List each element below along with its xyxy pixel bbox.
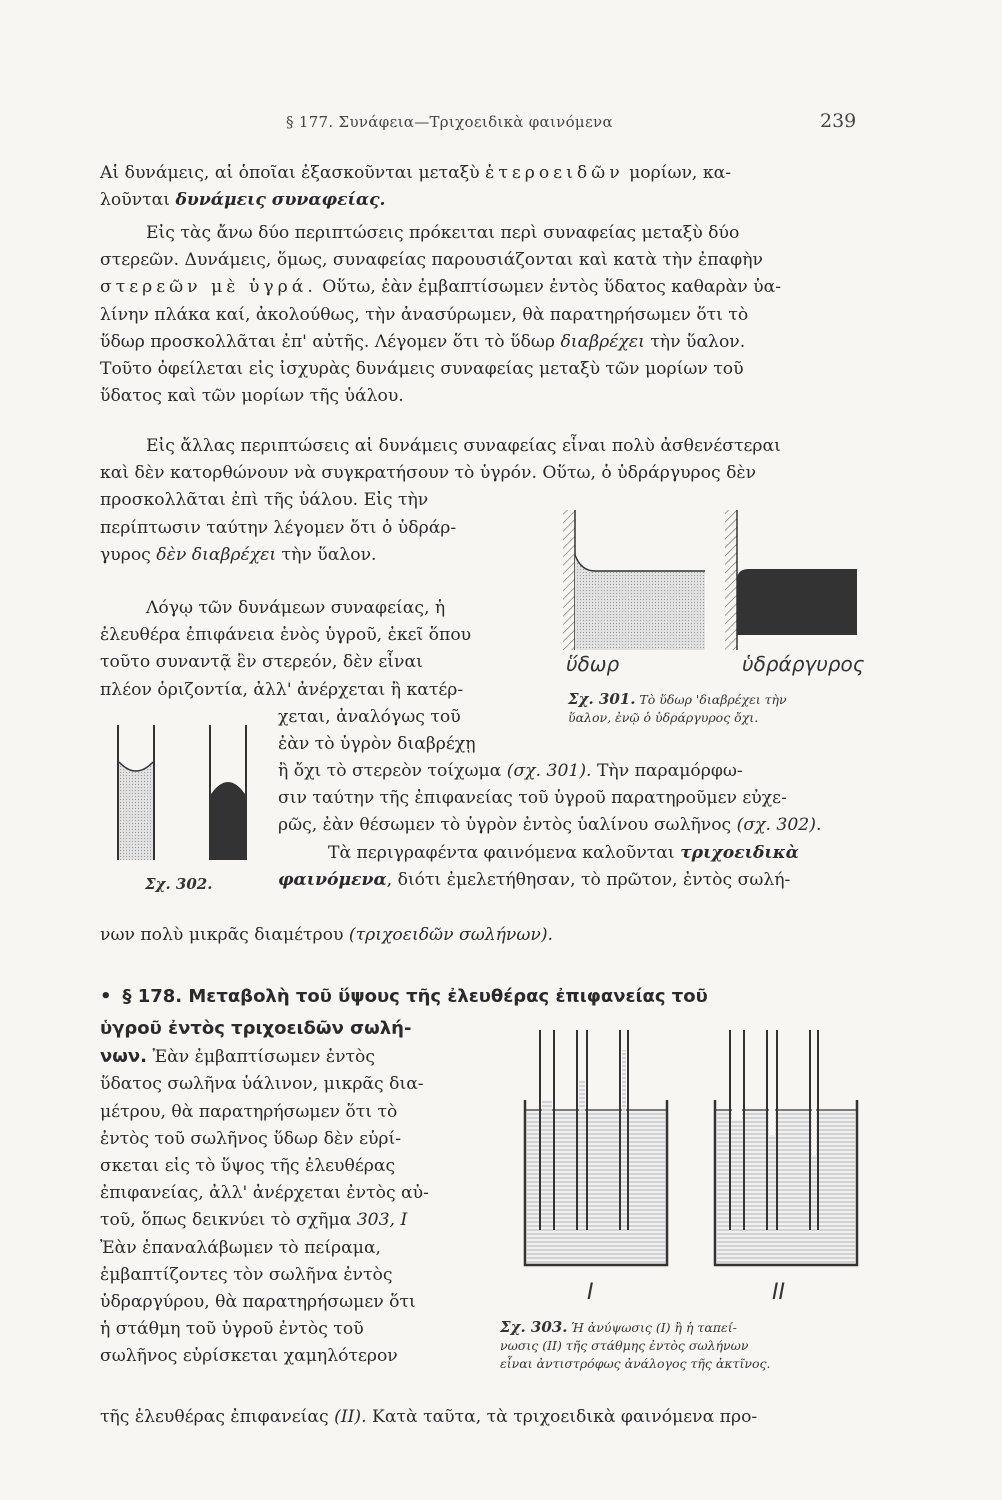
text: ἢ ὄχι τὸ στερεὸν τοίχωμα — [278, 761, 507, 781]
text: μορίων, κα- — [623, 163, 732, 183]
text-line: σωλῆνος εὑρίσκεται χαμηλότερον — [100, 1346, 398, 1367]
figure-303-illustration — [515, 1020, 875, 1275]
text: λοῦνται — [100, 190, 176, 211]
label-water: ὕδωρ — [566, 652, 620, 676]
text-line: προσκολλᾶται ἐπὶ τῆς ὑάλου. Εἰς τὴν — [100, 490, 429, 511]
emphasis-spaced: στερεῶν μὲ ὑγρά. — [100, 277, 317, 298]
caption-text: Τὸ ὕδωρ 'διαβρέχει τὴν — [635, 692, 787, 707]
text-line: ἡ στάθμη τοῦ ὑγροῦ ἐντὸς τοῦ — [100, 1319, 364, 1340]
label-II: II — [772, 1280, 785, 1305]
section-178-body — [100, 1015, 480, 1371]
emphasis-italic: διαβρέχει — [560, 331, 645, 352]
vessel-I — [525, 1030, 667, 1265]
text: Αἱ δυνάμεις, αἱ ὁποῖαι ἐξασκοῦνται μεταξὺ — [100, 163, 486, 183]
tube-wide — [540, 1030, 554, 1230]
running-head: § 177. Συνάφεια—Τριχοειδικὰ φαινόμενα — [286, 113, 613, 131]
text-line: Λόγῳ τῶν δυνάμεων συναφείας, ἡ — [146, 598, 446, 618]
text-line: Εἰς τὰς ἄνω δύο περιπτώσεις πρόκειται περὶ συναφείας μεταξὺ δύο — [146, 223, 740, 243]
label-mercury: ὑδράργυρος — [742, 652, 865, 676]
text-line: σιν ταύτην τῆς ἐπιφανείας τοῦ ὑγροῦ παρατηροῦμεν εὐχε- — [278, 788, 787, 809]
text-line: πλέον ὁριζοντία, ἀλλ' ἀνέρχεται ἢ κατέρ- — [100, 679, 464, 700]
figure-ref: (II). — [334, 1407, 367, 1427]
figure-ref: 303, I — [356, 1210, 408, 1231]
mercury-body — [737, 569, 857, 635]
caption-text: εἶναι ἀντιστρόφως ἀνάλογος τῆς ἀκτῖνος. — [500, 1356, 771, 1371]
text-line: ἐπιφανείας, ἀλλ' ἀνέρχεται ἐντὸς αὐ- — [100, 1183, 429, 1204]
text-line: σκεται εἰς τὸ ὕψος τῆς ἐλευθέρας — [100, 1156, 396, 1177]
text-line: περίπτωσιν ταύτην λέγομεν ὅτι ὁ ὑδράρ- — [100, 517, 457, 538]
section-title: § 178. Μεταβολὴ τοῦ ὕψους τῆς ἐλευθέρας ἐπιφανείας τοῦ — [122, 986, 708, 1007]
text: τὴν ὕαλον. — [276, 544, 377, 565]
section-title: νων. — [100, 1046, 148, 1068]
text-line: τοῦτο συναντᾷ ἓν στερεόν, δὲν εἶναι — [100, 652, 423, 673]
text: Τὴν παραμόρφω- — [591, 761, 743, 781]
emphasis-spaced: ἑτεροειδῶν — [485, 163, 624, 183]
text-line: χεται, ἀναλόγως τοῦ — [278, 707, 461, 727]
text-line: Τοῦτο ὀφείλεται εἰς ἰσχυρὰς δυνάμεις συναφείας μεταξὺ τῶν μορίων τοῦ — [100, 359, 744, 380]
text-line: μέτρου, θὰ παρατηρήσωμεν ὅτι τὸ — [100, 1101, 398, 1122]
term-bold: δυνάμεις συναφείας. — [175, 190, 386, 211]
figure-301-caption — [568, 690, 868, 727]
figure-303-caption — [500, 1318, 880, 1373]
glass-wall-left — [563, 510, 575, 650]
paragraph-1 — [100, 160, 860, 214]
figure-301-illustration — [555, 505, 865, 655]
paragraph-4a — [100, 595, 480, 704]
term-bold: φαινόμενα — [278, 869, 387, 890]
text-line: στερεῶν. Δυνάμεις, ὅμως, συναφείας παρουσιάζονται καὶ κατὰ τὴν ἐπαφὴν — [100, 250, 763, 271]
water-column — [119, 762, 153, 860]
water-body — [575, 555, 705, 650]
caption-text: ὕαλον, ἐνῷ ὁ ὑδράργυρος ὄχι. — [568, 710, 759, 725]
text: Κατὰ ταῦτα, τὰ τριχοειδικὰ φαινόμενα προ- — [366, 1407, 758, 1427]
text-line: ὑδραργύρου, θὰ παρατηρήσωμεν ὅτι — [100, 1292, 416, 1313]
figure-302-illustration — [110, 720, 260, 865]
tube-wide — [730, 1030, 744, 1230]
text: ρῶς, ἐὰν θέσωμεν τὸ ὑγρὸν ἐντὸς ὑαλίνου σωλῆνος — [278, 815, 737, 836]
text-line: ἐμβαπτίζοντες τὸν σωλῆνα ἐντὸς — [100, 1264, 393, 1285]
page-number: 239 — [820, 110, 857, 132]
text-line: καὶ δὲν κατορθώνουν νὰ συγκρατήσουν τὸ ὑγρόν. Οὕτω, ὁ ὑδράργυρος δὲν — [100, 463, 757, 484]
figure-ref: (σχ. 301). — [506, 761, 592, 781]
paragraph-4c — [278, 758, 868, 894]
paragraph-2 — [100, 220, 860, 410]
text: τῆς ἐλευθέρας ἐπιφανείας — [100, 1407, 335, 1427]
caption-number: Σχ. 302. — [145, 875, 213, 893]
label-I: I — [587, 1280, 594, 1305]
text: ὕδωρ προσκολλᾶται ἐπ' αὐτῆς. Λέγομεν ὅτι τὸ ὕδωρ — [100, 331, 561, 352]
caption-text: Ἡ ἀνύψωσις (I) ἢ ἡ ταπεί- — [567, 1320, 737, 1335]
section-178-heading — [100, 983, 880, 1011]
term-bold: τριχοειδικὰ — [680, 842, 799, 863]
text: νων πολὺ μικρᾶς διαμέτρου — [100, 925, 349, 945]
vessel-II — [715, 1030, 857, 1265]
text: τὴν ὕαλον. — [644, 331, 746, 352]
paragraph-4d — [100, 922, 860, 949]
section-178-last-line — [100, 1404, 880, 1431]
text-line: ἐλευθέρα ἐπιφάνεια ἑνὸς ὑγροῦ, ἐκεῖ ὅπου — [100, 625, 472, 646]
caption-number: Σχ. 303. — [500, 1318, 568, 1336]
text-line: ὕδατος καὶ τῶν μορίων τῆς ὑάλου. — [100, 386, 404, 407]
text: Οὕτω, ἐὰν ἐμβαπτίσωμεν ἐντὸς ὕδατος καθαρὰν ὑα- — [316, 277, 782, 298]
mercury-column — [211, 782, 245, 860]
glass-wall-right — [725, 510, 737, 650]
caption-number: Σχ. 301. — [568, 690, 636, 708]
text: τοῦ, ὅπως δεικνύει τὸ σχῆμα — [100, 1210, 357, 1231]
section-title: ὑγροῦ ἐντὸς τριχοειδῶν σωλή- — [100, 1018, 412, 1039]
paragraph-4b — [278, 704, 518, 758]
emphasis-italic: (τριχοειδῶν σωλήνων). — [348, 925, 553, 945]
text-line: ὕδατος σωλῆνα ὑάλινον, μικρᾶς δια- — [100, 1074, 424, 1095]
text: , διότι ἐμελετήθησαν, τὸ πρῶτον, ἐντὸς σωλή- — [386, 869, 791, 890]
text-line: ἐὰν τὸ ὑγρὸν διαβρέχῃ — [278, 734, 476, 755]
text: Ἐὰν ἐμβαπτίσωμεν ἐντὸς — [147, 1047, 376, 1068]
figure-302-caption — [145, 875, 212, 894]
bullet: • — [100, 986, 112, 1007]
emphasis-italic: δὲν διαβρέχει — [156, 544, 277, 565]
caption-text: νωσις (II) τῆς στάθμης ἐντὸς σωλήνων — [500, 1338, 749, 1353]
text: Τὰ περιγραφέντα φαινόμενα καλοῦνται — [328, 842, 681, 863]
text-line: λίνην πλάκα καί, ἀκολούθως, τὴν ἀνασύρωμεν, θὰ παρατηρήσωμεν ὅτι τὸ — [100, 304, 749, 325]
text-line: ἐντὸς τοῦ σωλῆνος ὕδωρ δὲν εὑρί- — [100, 1128, 402, 1149]
text-line: Ἐὰν ἐπαναλάβωμεν τὸ πείραμα, — [100, 1237, 382, 1258]
text-line: Εἰς ἄλλας περιπτώσεις αἱ δυνάμεις συναφείας εἶναι πολὺ ἀσθενέστεραι — [146, 436, 781, 456]
text: γυρος — [100, 544, 157, 565]
figure-ref: (σχ. 302). — [736, 815, 822, 836]
